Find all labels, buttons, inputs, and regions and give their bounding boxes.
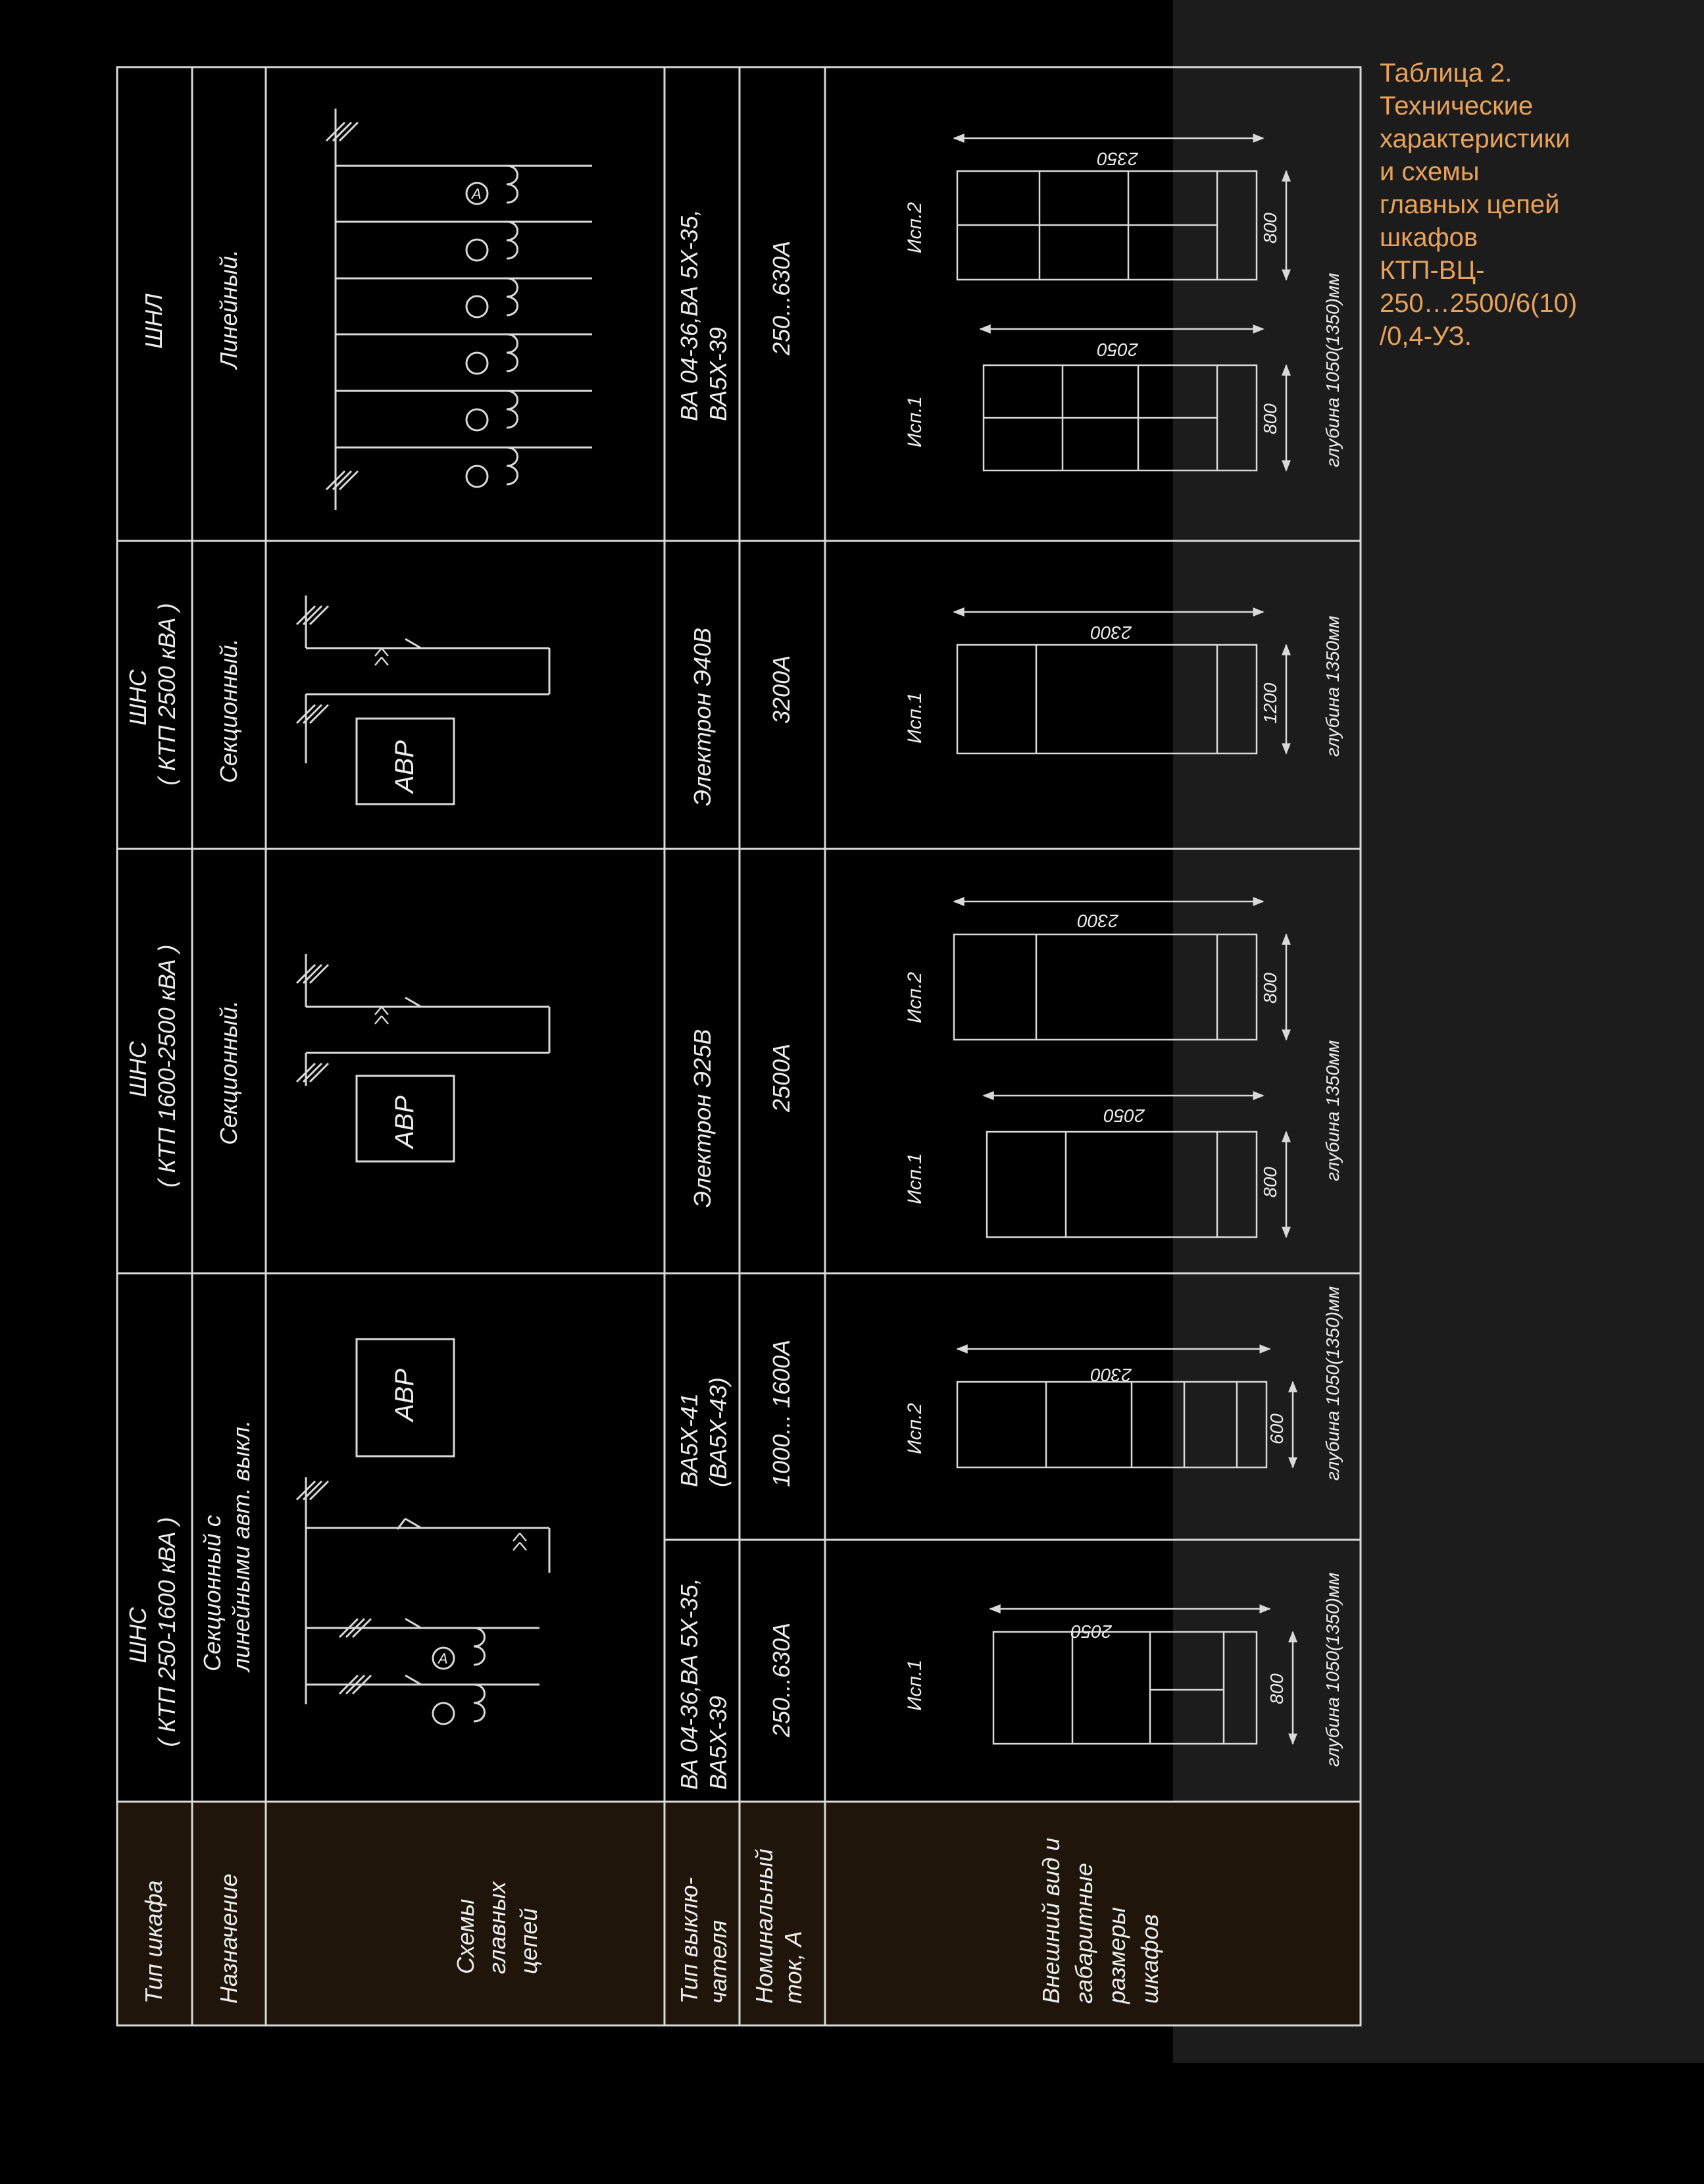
c2-variant1: Исп.1	[904, 1153, 926, 1204]
table-grid	[117, 67, 1361, 2025]
c1-width2: 600	[1266, 1413, 1287, 1444]
c3-breaker: Электрон Э40В	[689, 627, 716, 806]
header-breaker: Тип выклю- чателя	[676, 1877, 732, 2004]
c1-breakers	[297, 1481, 526, 1724]
c1-depth2: глубина 1050(1350)мм	[1322, 1286, 1343, 1481]
c1-purpose: Секционный с линейными авт. выкл.	[199, 1420, 255, 1671]
c1-type: ШНС ( КТП 250-1600 кВА )	[124, 1517, 180, 1747]
c4-variant1: Исп.1	[904, 396, 926, 447]
c4-width1: 800	[1260, 403, 1280, 434]
c1-ammeter-label: A	[438, 1650, 448, 1667]
caption-line: и схемы	[1380, 157, 1480, 186]
c1-variant1: Исп.1	[904, 1660, 926, 1711]
c2-outline-2	[954, 902, 1286, 1040]
c4-ammeter-label: A	[472, 186, 482, 202]
c3-type: ШНС ( КТП 2500 кВА )	[124, 603, 180, 786]
c1-height1: 2050	[1070, 1621, 1112, 1642]
c2-variant2: Исп.2	[904, 972, 926, 1023]
c2-current: 2500А	[768, 1043, 795, 1112]
c1-sub2-breaker: ВА5Х-41 (ВА5Х-43)	[676, 1377, 732, 1487]
c4-purpose: Линейный.	[215, 249, 242, 368]
column-4	[140, 109, 1343, 510]
c4-height2: 2350	[1097, 149, 1138, 169]
caption-line: Технические	[1380, 91, 1534, 120]
c4-height1: 2050	[1097, 340, 1138, 360]
c4-depth: глубина 1050(1350)мм	[1322, 272, 1343, 467]
c3-breaker-symbol	[297, 606, 421, 723]
c1-sub1-current: 250...630А	[768, 1622, 795, 1737]
c1-outline-1	[990, 1609, 1293, 1744]
caption-line: главных цепей	[1380, 190, 1560, 219]
c1-sub2-current: 1000... 1600А	[768, 1339, 795, 1487]
caption-line: /0,4-УЗ.	[1380, 322, 1472, 351]
c3-width: 1200	[1260, 682, 1280, 724]
c4-width2: 800	[1260, 213, 1280, 243]
c4-current: 250...630А	[768, 240, 795, 355]
c3-height: 2300	[1090, 622, 1132, 643]
c2-type: ШНС ( КТП 1600-2500 кВА )	[124, 944, 180, 1188]
caption-line: характеристики	[1380, 124, 1570, 153]
c1-avr: АВР	[390, 1368, 419, 1421]
c4-scheme	[326, 109, 592, 510]
c2-height2: 2300	[1077, 911, 1118, 931]
c1-sub1-breaker: ВА 04-36,ВА 5Х-35, ВА5Х-39	[676, 1578, 732, 1790]
c3-scheme	[306, 596, 549, 804]
header-current: Номинальный ток, А	[751, 1848, 807, 2004]
c4-breaker: ВА 04-36,ВА 5Х-35, ВА5Х-39	[676, 209, 732, 421]
c4-type: ШНЛ	[140, 293, 167, 349]
caption-line: Таблица 2.	[1380, 59, 1513, 88]
c1-width1: 800	[1266, 1673, 1287, 1704]
c2-width2: 800	[1260, 973, 1280, 1003]
caption-line: КТП-ВЦ-	[1380, 256, 1485, 285]
c3-purpose: Секционный.	[215, 638, 242, 783]
column-2	[124, 902, 1343, 1237]
column-1	[124, 1286, 1343, 1790]
c2-breaker: Электрон Э25В	[689, 1029, 716, 1207]
caption-line: шкафов	[1380, 223, 1478, 252]
c3-current: 3200А	[768, 655, 795, 724]
c3-variant: Исп.1	[904, 692, 926, 744]
header-type: Тип шкафа	[140, 1880, 167, 2004]
c1-height2: 2300	[1090, 1365, 1132, 1385]
c1-scheme	[306, 1339, 549, 1704]
c2-purpose: Секционный.	[215, 1000, 242, 1145]
caption-line: 250…2500/6(10)	[1380, 289, 1578, 318]
c1-depth1: глубина 1050(1350)мм	[1322, 1572, 1343, 1767]
c2-avr: АВР	[390, 1095, 419, 1148]
column-3	[124, 596, 1343, 806]
header-purpose: Назначение	[215, 1873, 242, 2004]
c4-variant2: Исп.2	[904, 202, 926, 253]
c3-depth: глубина 1350мм	[1322, 615, 1343, 757]
c2-scheme	[306, 954, 549, 1161]
c2-width1: 800	[1260, 1167, 1280, 1198]
c1-variant2: Исп.2	[904, 1403, 926, 1454]
header-scheme: Схемы главных цепей	[452, 1881, 542, 1974]
c2-breaker-symbol	[297, 965, 421, 1082]
header-outline: Внешний вид и габаритные размеры шкафов	[1038, 1837, 1163, 2004]
c2-depth: глубина 1350мм	[1322, 1040, 1343, 1181]
c3-avr: АВР	[390, 740, 419, 793]
c2-height1: 2050	[1103, 1105, 1145, 1126]
